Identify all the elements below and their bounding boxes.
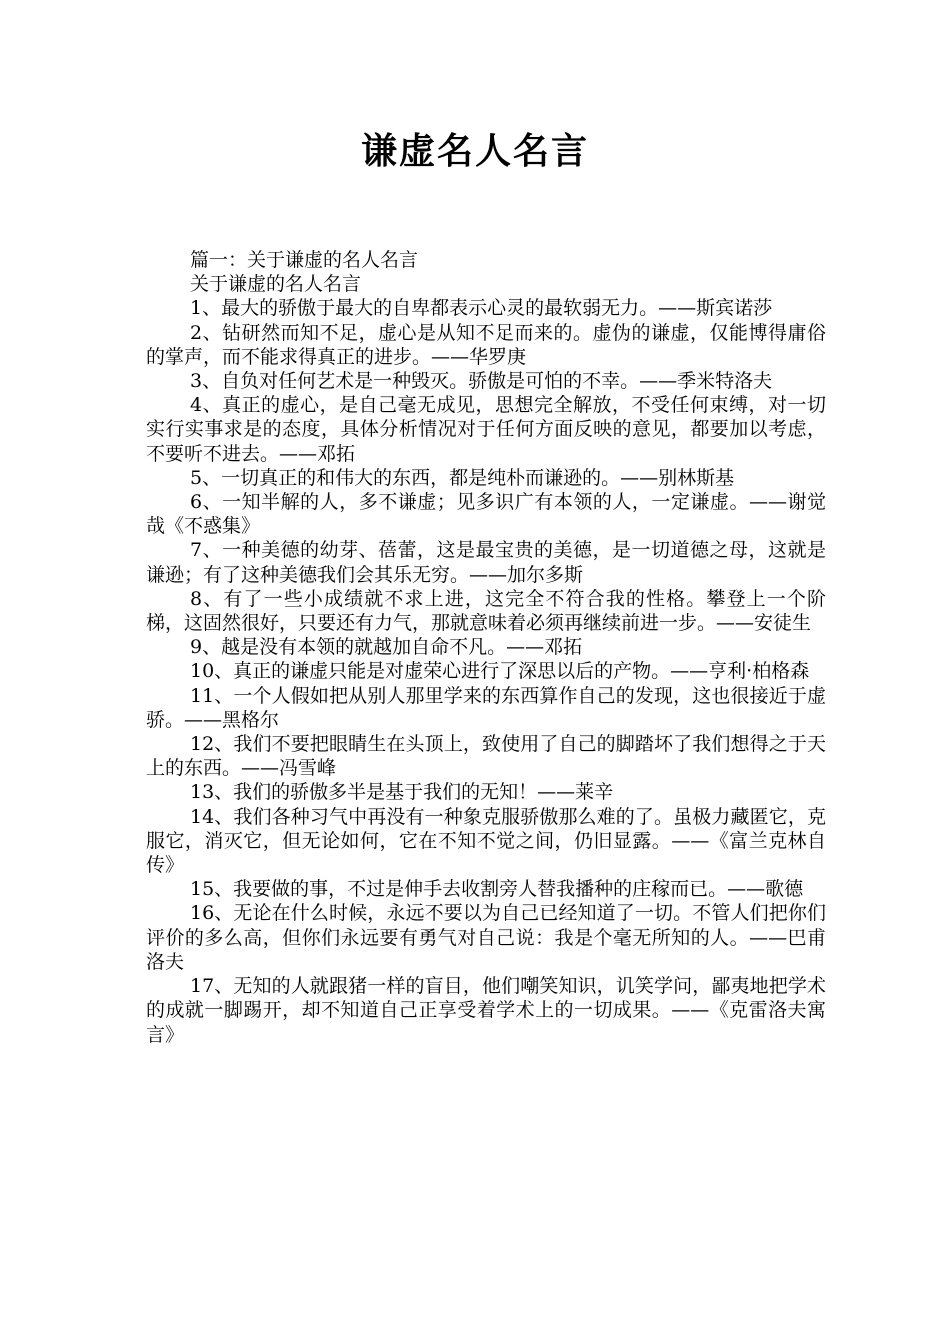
section-heading: 篇一：关于谦虚的名人名言	[190, 249, 419, 271]
quote-paragraph: 1、最大的骄傲于最大的自卑都表示心灵的最软弱无力。——斯宾诺莎	[190, 297, 773, 320]
document-title: 谦虚名人名言	[360, 131, 589, 172]
quote-paragraph: 13、我们的骄傲多半是基于我们的无知！——莱辛	[190, 781, 614, 804]
document-body	[146, 248, 826, 1047]
quote-paragraph: 12、我们不要把眼睛生在头顶上，致使用了自己的脚踏坏了我们想得之于天上的东西。——冯雪峰	[146, 733, 826, 780]
quote-paragraph: 11、一个人假如把从别人那里学来的东西算作自己的发现，这也很接近于虚骄。——黑格尔	[146, 684, 826, 731]
subheading: 关于谦虚的名人名言	[190, 273, 362, 296]
quote-paragraph: 6、一知半解的人，多不谦虚；见多识广有本领的人，一定谦虚。——谢觉哉《不惑集》	[146, 491, 826, 538]
quote-paragraph: 9、越是没有本领的就越加自命不凡。——邓拓	[190, 636, 583, 659]
quote-paragraph: 3、自负对任何艺术是一种毁灭。骄傲是可怕的不幸。——季米特洛夫	[190, 370, 773, 393]
quote-paragraph: 8、有了一些小成绩就不求上进，这完全不符合我的性格。攀登上一个阶梯，这固然很好，只要还有力气，那就意味着必须再继续前进一步。——安徒生	[146, 587, 826, 635]
quote-paragraph: 17、无知的人就跟猪一样的盲目，他们嘲笑知识，讥笑学问，鄙夷地把学术的成就一脚踢开，却不知道自己正享受着学术上的一切成果。——《克雷洛夫寓言》	[146, 975, 826, 1046]
quote-paragraph: 16、无论在什么时候，永远不要以为自己已经知道了一切。不管人们把你们评价的多么高，但你们永远要有勇气对自己说：我是个毫无所知的人。——巴甫洛夫	[146, 902, 826, 973]
quote-paragraph: 15、我要做的事，不过是伸手去收割旁人替我播种的庄稼而已。——歌德	[190, 878, 804, 901]
quote-paragraph: 10、真正的谦虚只能是对虚荣心进行了深思以后的产物。——亨利·柏格森	[190, 660, 810, 683]
quote-paragraph: 5、一切真正的和伟大的东西，都是纯朴而谦逊的。——别林斯基	[190, 466, 735, 489]
quote-paragraph: 14、我们各种习气中再没有一种象克服骄傲那么难的了。虽极力藏匿它，克服它，消灭它，但无论如何，它在不知不觉之间，仍旧显露。——《富兰克林自传》	[146, 805, 826, 877]
quote-paragraph: 7、一种美德的幼芽、蓓蕾，这是最宝贵的美德，是一切道德之母，这就是谦逊；有了这种美德我们会其乐无穷。——加尔多斯	[146, 539, 826, 586]
quote-paragraph: 4、真正的虚心，是自己毫无成见，思想完全解放，不受任何束缚，对一切实行实事求是的态度，具体分析情况对于任何方面反映的意见，都要加以考虑，不要听不进去。——邓拓	[146, 394, 826, 465]
quote-paragraph: 2、钻研然而知不足，虚心是从知不足而来的。虚伪的谦虚，仅能博得庸俗的掌声，而不能求得真正的进步。——华罗庚	[146, 321, 826, 368]
